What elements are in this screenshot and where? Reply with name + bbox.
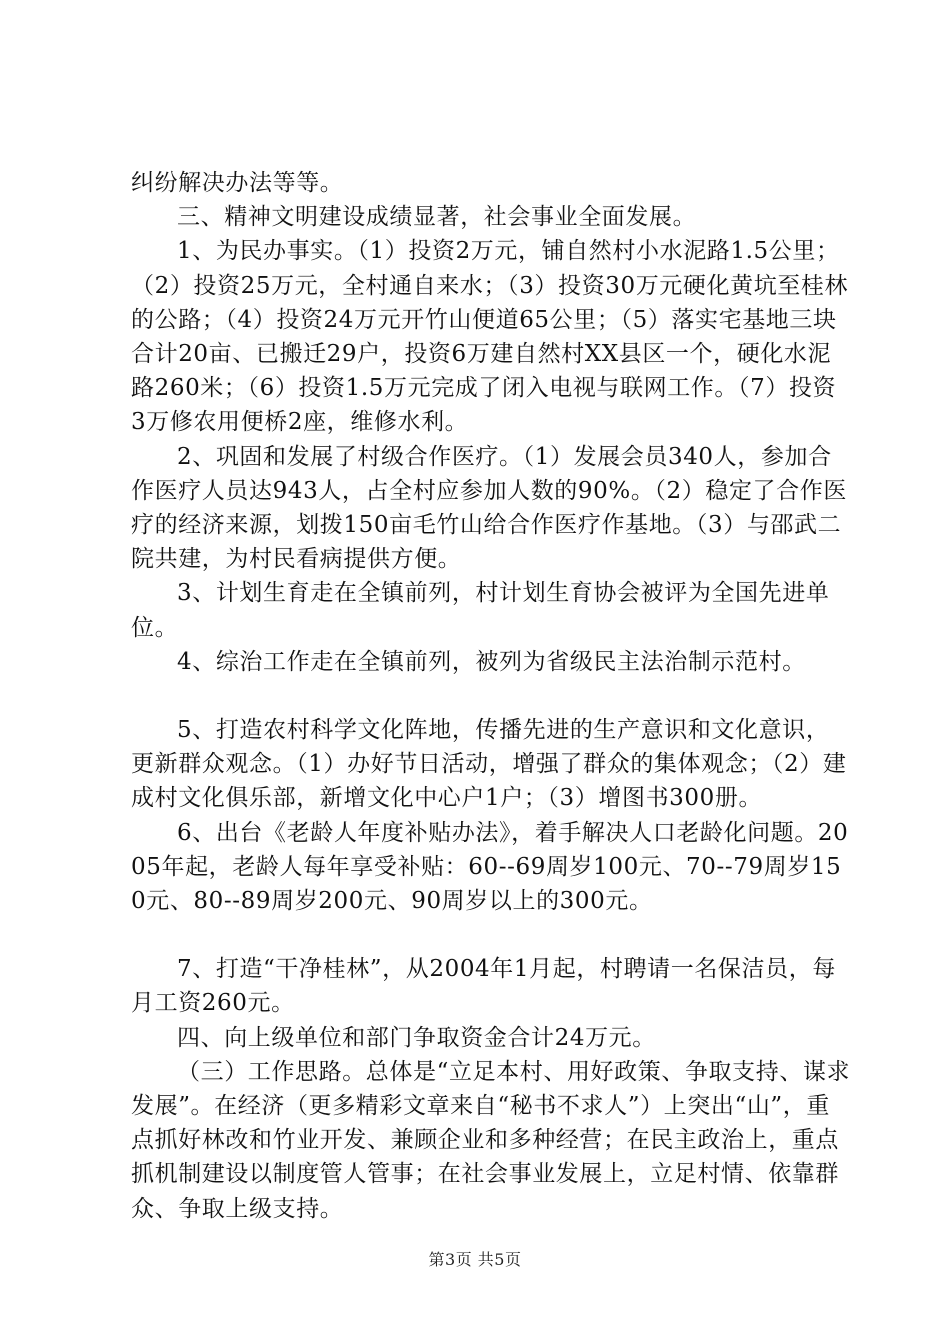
document-body — [131, 166, 851, 1226]
paragraph-work-plan: （三）工作思路。总体是“立足本村、用好政策、争取支持、谋求发展”。在经济（更多精彩文章来自“秘书不求人”）上突出“山”，重点抓好林改和竹业开发、兼顾企业和多种经营；在民主政治上，重点抓机制建设以制度管人管事；在社会事业发展上，立足村情、依靠群众、争取上级支持。 — [131, 1058, 851, 1222]
paragraph-item-2: 2、巩固和发展了村级合作医疗。（1）发展会员340人，参加合作医疗人员达943人，占全村应参加人数的90%。（2）稳定了合作医疗的经济来源，划拨150亩毛竹山给合作医疗作基地。（3）与邵武二院共建，为村民看病提供方便。 — [131, 443, 847, 573]
paragraph-item-3: 3、计划生育走在全镇前列，村计划生育协会被评为全国先进单位。 — [131, 580, 830, 641]
paragraph-gap — [131, 918, 851, 952]
paragraph-item-5: 5、打造农村科学文化阵地，传播先进的生产意识和文化意识，更新群众观念。（1）办好节日活动，增强了群众的集体观念；（2）建成村文化俱乐部，新增文化中心户1户；（3）增图书300册。 — [131, 717, 847, 812]
paragraph-item-7: 7、打造“干净桂林”，从2004年1月起，村聘请一名保洁员，每月工资260元。 — [131, 956, 836, 1017]
paragraph-item-4: 4、综治工作走在全镇前列，被列为省级民主法治制示范村。 — [177, 648, 806, 675]
section-heading-4: 四、向上级单位和部门争取资金合计24万元。 — [177, 1024, 656, 1051]
section-heading-3: 三、精神文明建设成绩显著，社会事业全面发展。 — [177, 204, 697, 231]
paragraph-item-6: 6、出台《老龄人年度补贴办法》，着手解决人口老龄化问题。2005年起，老龄人每年享受补贴：60--69周岁100元、70--79周岁150元、80--89周岁200元、90周岁以上的300元。 — [131, 819, 849, 915]
paragraph-item-1: 1、为民办事实。（1）投资2万元，铺自然村小水泥路1.5公里；（2）投资25万元，全村通自来水；（3）投资30万元硬化黄坑至桂林的公路；（4）投资24万元开竹山便道65公里；（5）落实宅基地三块合计20亩、已搬迁29户，投资6万建自然村XX县区一个，硬化水泥路260米；（6）投资1.5万元完成了闭入电视与联网工作。（7）投资3万修农用便桥2座，维修水利。 — [131, 238, 849, 436]
paragraph-continuation: 纠纷解决办法等等。 — [131, 170, 344, 196]
paragraph-gap — [131, 679, 851, 713]
page-footer: 第3页 共5页 — [428, 1250, 522, 1269]
